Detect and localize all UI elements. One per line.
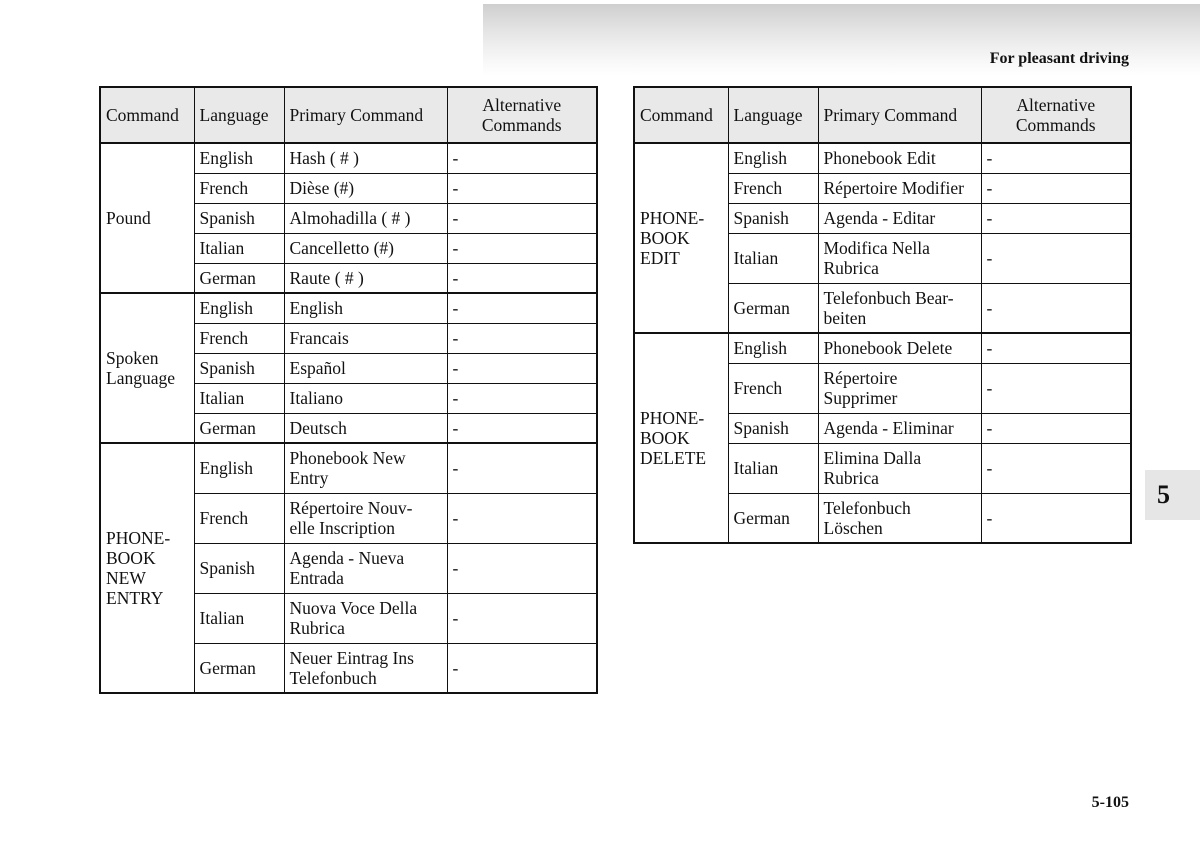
section-title: For pleasant driving bbox=[989, 50, 1129, 67]
primary-command-cell: English bbox=[284, 293, 447, 323]
primary-command-cell: Cancelletto (#) bbox=[284, 233, 447, 263]
column-header-primary-command: Primary Command bbox=[284, 87, 447, 143]
alternative-command-cell: - bbox=[447, 643, 597, 693]
voice-command-table-left bbox=[99, 86, 598, 694]
language-cell: German bbox=[194, 643, 284, 693]
alternative-command-cell: - bbox=[447, 203, 597, 233]
primary-command-cell: Répertoire Supprimer bbox=[818, 363, 981, 413]
primary-command-cell: Neuer Eintrag Ins Telefonbuch bbox=[284, 643, 447, 693]
alternative-command-cell: - bbox=[447, 413, 597, 443]
primary-command-cell: Almohadilla ( # ) bbox=[284, 203, 447, 233]
language-cell: English bbox=[194, 143, 284, 173]
primary-command-cell: Répertoire Nouv- elle Inscription bbox=[284, 493, 447, 543]
primary-command-cell: Español bbox=[284, 353, 447, 383]
primary-command-cell: Telefonbuch Bear- beiten bbox=[818, 283, 981, 333]
language-cell: English bbox=[728, 143, 818, 173]
language-cell: Italian bbox=[194, 383, 284, 413]
language-cell: French bbox=[194, 493, 284, 543]
command-group-phonebook-new-entry bbox=[100, 443, 597, 693]
alternative-command-cell: - bbox=[447, 143, 597, 173]
primary-command-cell: Modifica Nella Rubrica bbox=[818, 233, 981, 283]
command-group-spoken-language bbox=[100, 293, 597, 443]
alternative-command-cell: - bbox=[981, 143, 1131, 173]
primary-command-cell: Nuova Voce Della Rubrica bbox=[284, 593, 447, 643]
alternative-command-cell: - bbox=[981, 283, 1131, 333]
chapter-number: 5 bbox=[1157, 480, 1170, 509]
alternative-command-cell: - bbox=[981, 173, 1131, 203]
language-cell: English bbox=[194, 443, 284, 493]
alternative-command-cell: - bbox=[981, 333, 1131, 363]
alternative-command-cell: - bbox=[447, 323, 597, 353]
primary-command-cell: Deutsch bbox=[284, 413, 447, 443]
alternative-command-cell: - bbox=[447, 353, 597, 383]
alternative-command-cell: - bbox=[447, 493, 597, 543]
alternative-command-cell: - bbox=[447, 263, 597, 293]
primary-command-cell: Hash ( # ) bbox=[284, 143, 447, 173]
command-cell: PHONE- BOOK DELETE bbox=[634, 333, 728, 543]
alternative-command-cell: - bbox=[447, 293, 597, 323]
language-cell: German bbox=[728, 283, 818, 333]
language-cell: Spanish bbox=[194, 543, 284, 593]
command-cell: PHONE- BOOK NEW ENTRY bbox=[100, 443, 194, 693]
language-cell: English bbox=[194, 293, 284, 323]
column-header-language: Language bbox=[194, 87, 284, 143]
language-cell: English bbox=[728, 333, 818, 363]
alternative-command-cell: - bbox=[981, 233, 1131, 283]
alternative-command-cell: - bbox=[447, 383, 597, 413]
primary-command-cell: Dièse (#) bbox=[284, 173, 447, 203]
chapter-tab bbox=[1145, 470, 1200, 520]
language-cell: German bbox=[194, 263, 284, 293]
alternative-command-cell: - bbox=[981, 493, 1131, 543]
language-cell: French bbox=[194, 323, 284, 353]
primary-command-cell: Phonebook Edit bbox=[818, 143, 981, 173]
alternative-command-cell: - bbox=[447, 593, 597, 643]
alternative-command-cell: - bbox=[981, 413, 1131, 443]
column-header-primary-command: Primary Command bbox=[818, 87, 981, 143]
command-cell: Pound bbox=[100, 143, 194, 293]
language-cell: French bbox=[728, 173, 818, 203]
table-row bbox=[100, 293, 597, 323]
primary-command-cell: Francais bbox=[284, 323, 447, 353]
page-number: 5-105 bbox=[1091, 794, 1129, 811]
primary-command-cell: Elimina Dalla Rubrica bbox=[818, 443, 981, 493]
command-group-pound bbox=[100, 143, 597, 293]
column-header-alternative-commands: Alternative Commands bbox=[447, 87, 597, 143]
primary-command-cell: Agenda - Nueva Entrada bbox=[284, 543, 447, 593]
primary-command-cell: Raute ( # ) bbox=[284, 263, 447, 293]
alternative-command-cell: - bbox=[447, 543, 597, 593]
alternative-command-cell: - bbox=[981, 363, 1131, 413]
language-cell: Italian bbox=[728, 443, 818, 493]
language-cell: Spanish bbox=[728, 413, 818, 443]
language-cell: Spanish bbox=[194, 353, 284, 383]
primary-command-cell: Italiano bbox=[284, 383, 447, 413]
column-header-command: Command bbox=[634, 87, 728, 143]
alternative-command-cell: - bbox=[981, 443, 1131, 493]
table-header-row bbox=[100, 87, 597, 143]
table-row bbox=[634, 143, 1131, 173]
language-cell: French bbox=[728, 363, 818, 413]
column-header-language: Language bbox=[728, 87, 818, 143]
primary-command-cell: Répertoire Modifier bbox=[818, 173, 981, 203]
column-header-command: Command bbox=[100, 87, 194, 143]
command-group-phonebook-delete bbox=[634, 333, 1131, 543]
primary-command-cell: Phonebook Delete bbox=[818, 333, 981, 363]
language-cell: Italian bbox=[728, 233, 818, 283]
command-cell: PHONE- BOOK EDIT bbox=[634, 143, 728, 333]
alternative-command-cell: - bbox=[447, 173, 597, 203]
language-cell: Spanish bbox=[194, 203, 284, 233]
primary-command-cell: Agenda - Eliminar bbox=[818, 413, 981, 443]
language-cell: Italian bbox=[194, 593, 284, 643]
language-cell: Spanish bbox=[728, 203, 818, 233]
alternative-command-cell: - bbox=[447, 233, 597, 263]
primary-command-cell: Telefonbuch Löschen bbox=[818, 493, 981, 543]
language-cell: French bbox=[194, 173, 284, 203]
table-row bbox=[100, 443, 597, 493]
language-cell: Italian bbox=[194, 233, 284, 263]
language-cell: German bbox=[728, 493, 818, 543]
table-header-row bbox=[634, 87, 1131, 143]
voice-command-table-right bbox=[633, 86, 1132, 544]
column-header-alternative-commands: Alternative Commands bbox=[981, 87, 1131, 143]
primary-command-cell: Agenda - Editar bbox=[818, 203, 981, 233]
primary-command-cell: Phonebook New Entry bbox=[284, 443, 447, 493]
table-row bbox=[100, 143, 597, 173]
command-cell: Spoken Language bbox=[100, 293, 194, 443]
language-cell: German bbox=[194, 413, 284, 443]
alternative-command-cell: - bbox=[981, 203, 1131, 233]
table-row bbox=[634, 333, 1131, 363]
command-group-phonebook-edit bbox=[634, 143, 1131, 333]
alternative-command-cell: - bbox=[447, 443, 597, 493]
